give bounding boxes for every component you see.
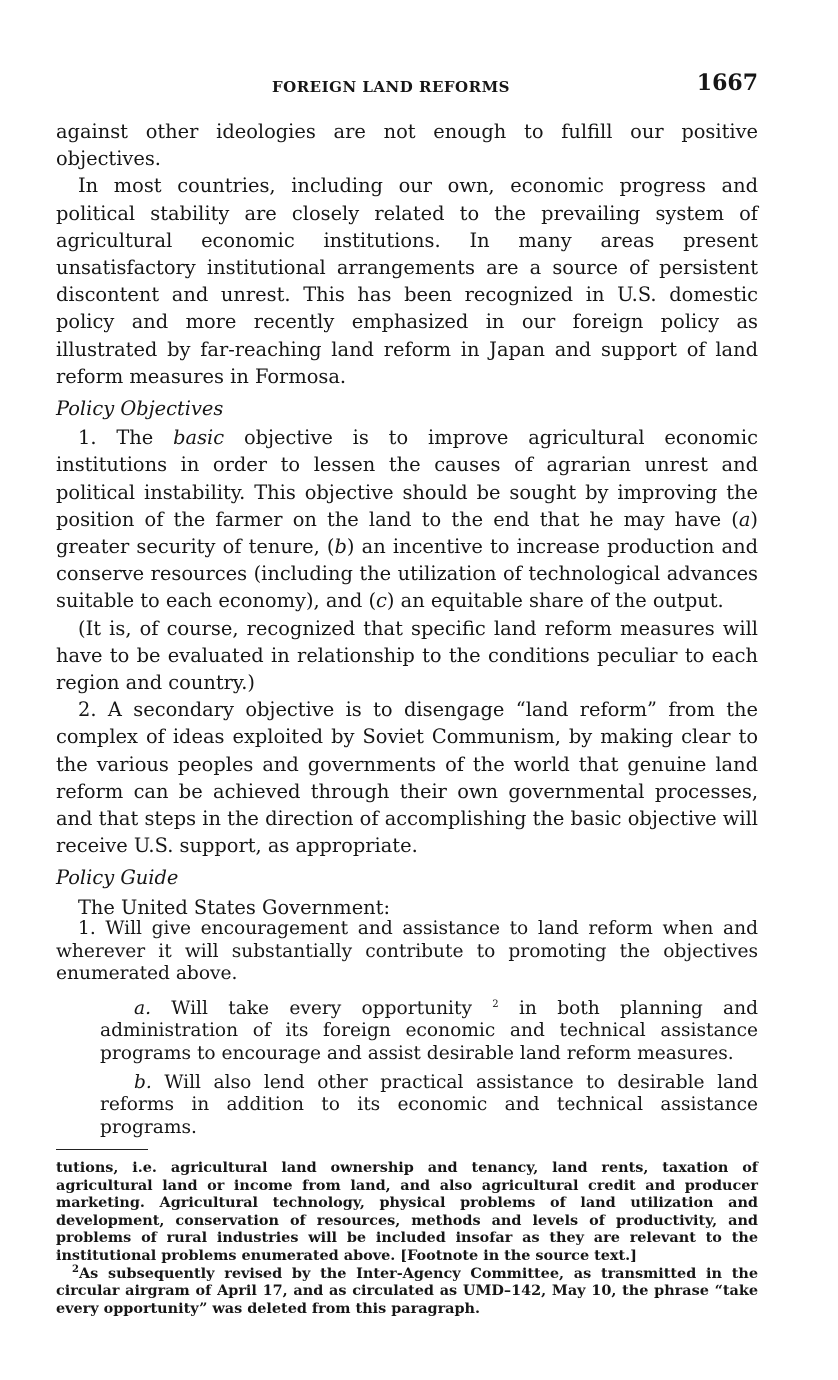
page-number: 1667 xyxy=(696,70,758,96)
objective-1-basic: basic xyxy=(173,426,225,450)
guide-intro: The United States Government: xyxy=(78,895,390,919)
paragraph-continuation: against other ideologies are not enough to fulfill our positive objectives. xyxy=(56,120,758,171)
objective-1-letter-a: a xyxy=(738,507,751,531)
running-title: FOREIGN LAND REFORMS xyxy=(272,78,511,96)
objective-1-text: 1. The xyxy=(78,426,174,450)
guide-item-1a-letter: a. xyxy=(134,997,151,1019)
guide-item-1b-letter: b. xyxy=(134,1071,152,1093)
guide-item-1a-text: Will take every opportunity xyxy=(151,997,493,1019)
guide-item-1: 1. Will give encouragement and assistance to land reform when and wherever it will substantially contribute to promoting the objectives enumerated above. xyxy=(56,918,758,985)
objective-1-text: ) an equitable share of the output. xyxy=(386,589,724,613)
objective-1-letter-b: b xyxy=(334,535,347,559)
objective-1-text: ) an incentive to increase production and conserve resources (including the utilization of technological advances suitable to each economy), and ( xyxy=(56,535,758,613)
guide-item-1a-text: in both planning and administration of its foreign economic and technical assistance programs to encourage and assist desirable land reform measures. xyxy=(100,997,759,1064)
guide-item-1b xyxy=(100,1072,758,1140)
paragraph-parenthetical: (It is, of course, recognized that specific land reform measures will have to be evaluated in relationship to the conditions peculiar to each region and country.) xyxy=(56,616,758,695)
footnote-2 xyxy=(56,1265,758,1318)
footnote-2-text: As subsequently revised by the Inter-Agency Committee, as transmitted in the circular airgram of April 17, and as circulated as UMD–142, May 10, the phrase “take every opportunity” was deleted from this paragraph. xyxy=(56,1264,758,1317)
objective-1-text: ) greater security of tenure, ( xyxy=(56,507,758,559)
objective-1 xyxy=(56,424,758,614)
body-text xyxy=(56,118,758,921)
page-header xyxy=(56,70,758,100)
policy-guide-items xyxy=(56,918,758,1139)
objective-1-text: objective is to improve agricultural economic institutions in order to lessen the causes of agrarian unrest and political instability. This objective should be sought by improving the position of the farmer on the land to the end that he may have ( xyxy=(56,426,758,531)
objective-1-letter-c: c xyxy=(376,589,387,613)
footnote-2-marker: 2 xyxy=(72,1263,79,1275)
paragraph-context: In most countries, including our own, economic progress and political stability are closely related to the prevailing system of agricultural economic institutions. In many areas present unsatisfactory institutional arrangements are a source of persistent discontent and unrest. This has been recognized in U.S. domestic policy and more recently emphasized in our foreign policy as illustrated by far-reaching land reform in Japan and support of land reform measures in Formosa. xyxy=(56,174,758,388)
heading-policy-objectives: Policy Objectives xyxy=(56,397,224,421)
objective-2: 2. A secondary objective is to disengage “land reform” from the complex of ideas exploited by Soviet Communism, by making clear to the various peoples and governments of the world that genuine land reform can be achieved through their own governmental processes, and that steps in the direction of accomplishing the basic objective will receive U.S. support, as appropriate. xyxy=(56,698,758,858)
heading-policy-guide: Policy Guide xyxy=(56,866,179,890)
guide-item-1b-text: Will also lend other practical assistance to desirable land reforms in addition to its economic and technical assistance programs. xyxy=(100,1071,758,1138)
footnote-divider xyxy=(56,1149,148,1150)
footnote-continuation: tutions, i.e. agricultural land ownership and tenancy, land rents, taxation of agricultural land or income from land, and also agricultural credit and producer marketing. Agricultural technology, physical problems of land utilization and development, conservation of resources, methods and levels of productivity, and problems of rural industries will be included insofar as they are relevant to the institutional problems enumerated above. [Footnote in the source text.] xyxy=(56,1159,758,1264)
footnotes xyxy=(56,1159,758,1317)
guide-item-1a xyxy=(100,998,758,1066)
footnote-ref-2: 2 xyxy=(492,998,499,1010)
